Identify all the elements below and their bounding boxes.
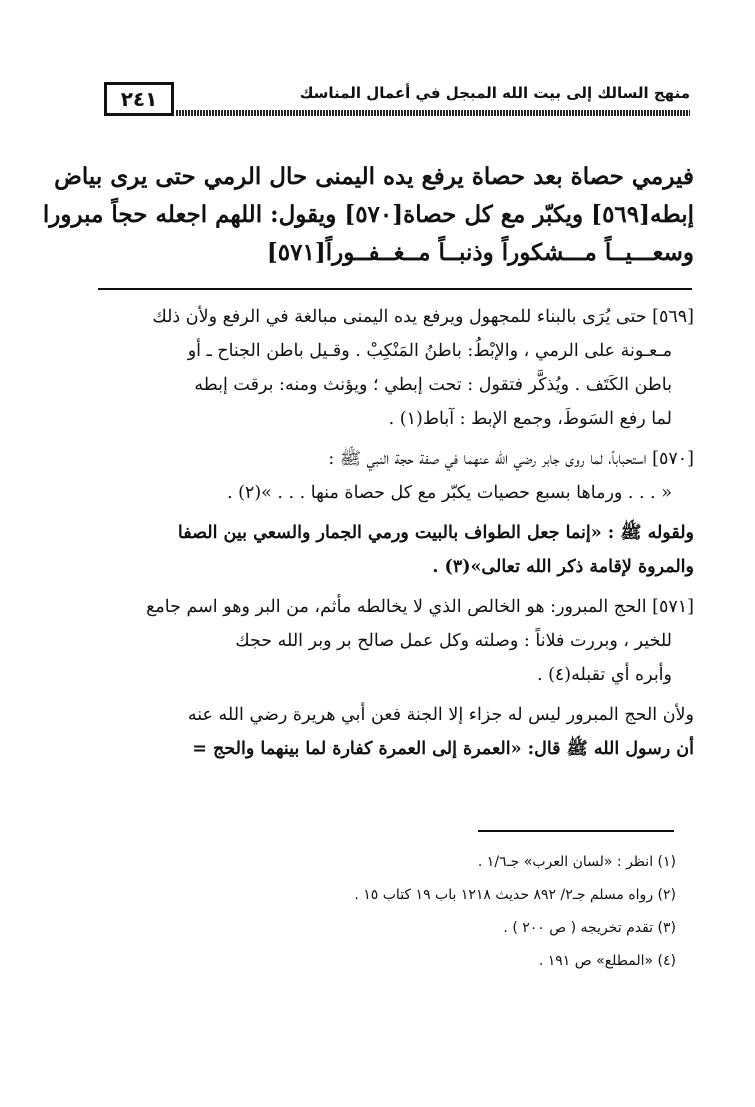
note-line: ولقوله ﷺ : «إنما جعل الطواف بالبيت ورمي الجمار والسعي بين الصفا bbox=[177, 523, 694, 543]
note-line: وأبره أي تقبله(٤) . bbox=[536, 665, 672, 685]
note-line: باطن الكَتَف . ويُذكَّر فتقول : تحت إبطي ؛ ويؤنث ومنه: برقت إبطه bbox=[194, 375, 672, 395]
note-571 bbox=[96, 590, 694, 692]
main-divider bbox=[98, 288, 692, 290]
note-569 bbox=[96, 300, 694, 436]
page-header bbox=[100, 78, 690, 120]
note-line: [٥٧٠] استحباباً، لما روى جابر رضي الله عنهما في صفة حجة النبي ﷺ : bbox=[328, 449, 694, 469]
main-text-line: فيرمي حصاة بعد حصاة يرفع يده اليمنى حال الرمي حتى يرى بياض bbox=[54, 163, 694, 190]
running-title: منهج السالك إلى بيت الله المبجل في أعمال المناسك bbox=[299, 84, 690, 102]
header-rule bbox=[176, 110, 690, 116]
footnote-rule bbox=[478, 830, 674, 832]
commentary-notes bbox=[96, 300, 694, 772]
note-line: [٥٧١] الحج المبرور: هو الخالص الذي لا يخالطه مأثم، من البر وهو اسم جامع bbox=[146, 597, 694, 617]
note-line: للخير ، وبررت فلاناً : وصلته وكل عمل صالح بر وبر الله حجك bbox=[235, 631, 672, 651]
page-number: ٢٤١ bbox=[104, 82, 174, 116]
footnote: (٣) تقدم تخريجه ( ص ٢٠٠ ) . bbox=[503, 920, 676, 936]
note-line: والمروة لإقامة ذكر الله تعالى»(٣) . bbox=[432, 557, 694, 577]
main-text-line: وسعـــيــاً مـــشكوراً وذنبــاً مــغــفــوراً[٥٧١] bbox=[266, 239, 694, 266]
footnote: (١) انظر : «لسان العرب» جـ١/٦ . bbox=[477, 854, 676, 870]
note-570 bbox=[96, 442, 694, 510]
note-line: لما رفع السَوطَ، وجمع الإبط : آباط(١) . bbox=[388, 409, 672, 429]
note-571-hadith bbox=[96, 698, 694, 766]
note-line: [٥٦٩] حتى يُرَى بالبناء للمجهول ويرفع يده اليمنى مبالغة في الرفع ولأن ذلك bbox=[152, 307, 694, 327]
note-line: ولأن الحج المبرور ليس له جزاء إلا الجنة فعن أبي هريرة رضي الله عنه bbox=[187, 705, 694, 725]
main-text-line: إبطه[٥٦٩] ويكبّر مع كل حصاة[٥٧٠] ويقول: اللهم اجعله حجاً مبرورا bbox=[42, 201, 694, 228]
footnote: (٤) «المطلع» ص ١٩١ . bbox=[538, 953, 676, 969]
note-line: مـعـونة على الرمي ، والإبْطُ: باطنُ المَنْكِبْ . وقـيل باطن الجناح ـ أو bbox=[187, 341, 672, 361]
main-text bbox=[42, 158, 694, 272]
note-570-hadith bbox=[96, 516, 694, 584]
footnote: (٢) رواه مسلم جـ٢/ ٨٩٢ حديث ١٢١٨ باب ١٩ كتاب ١٥ . bbox=[354, 887, 676, 903]
footnotes bbox=[140, 846, 676, 978]
note-line: أن رسول الله ﷺ قال: «العمرة إلى العمرة كفارة لما بينهما والحج = bbox=[192, 739, 694, 759]
note-line: « . . . ورماها بسبع حصيات يكبّر مع كل حصاة منها . . . »(٢) . bbox=[226, 483, 672, 503]
